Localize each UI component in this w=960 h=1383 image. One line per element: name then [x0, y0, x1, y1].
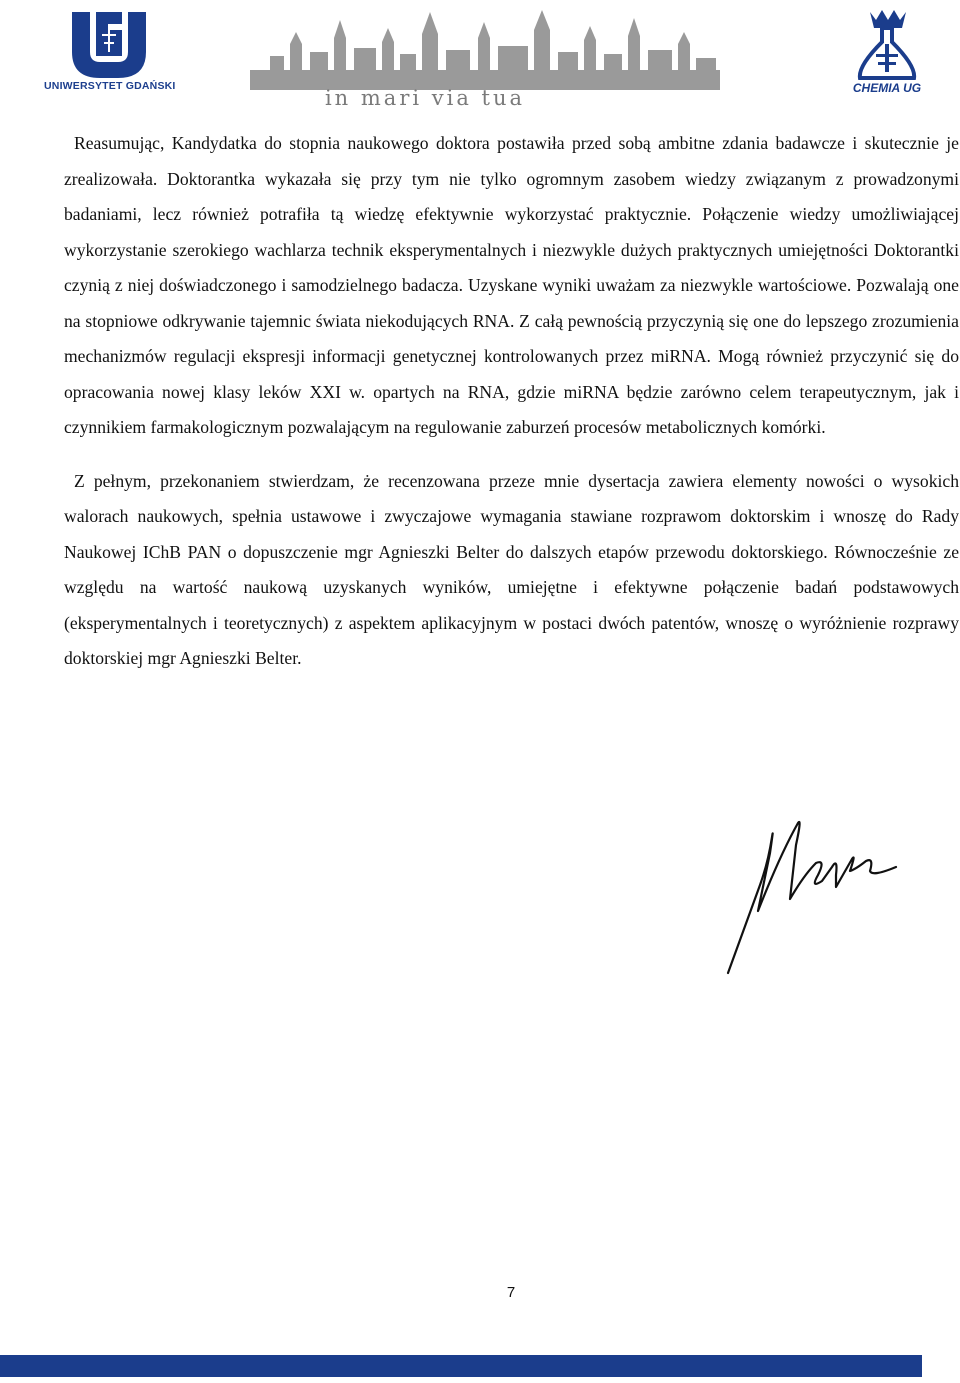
university-name: UNIWERSYTET GDAŃSKI — [44, 80, 176, 92]
gdansk-skyline-icon — [250, 8, 720, 90]
paragraph-summary: Reasumując, Kandydatka do stopnia naukowego doktora postawiła przed sobą ambitne zdania badawcze i skutecznie je zrealizowała. Doktorantka wykazała się przy tym nie tylko ogromnym zasobem wiedzy związanym z prowadzonymi badaniami, lecz również potrafiła tą wiedzę efektywnie wykorzystać praktycznie. Połączenie wiedzy umożliwiającej wykorzystanie szerokiego wachlarza technik eksperymentalnych i niezwykle dużych praktycznych umiejętności Doktorantki czynią z niej doświadczonego i samodzielnego badacza. Uzyskane wyniki uważam za niezwykle wartościowe. Pozwalają one na stopniowe odkrywanie tajemnic świata niekodujących RNA. Z całą pewnością przyczynią się one do lepszego zrozumienia mechanizmów regulacji ekspresji informacji genetycznej kontrolowanych przez miRNA. Mogą również przyczynić się do opracowania nowej klasy leków XXI w. opartych na RNA, gdzie miRNA będzie zarówno celem terapeutycznym, jak i czynnikiem farmakologicznym pozwalającym na regulowanie zaburzeń procesów metabolicznych komórki. — [64, 133, 959, 437]
handwritten-signature — [720, 815, 905, 980]
page-number: 7 — [506, 1284, 516, 1301]
svg-text:CHEMIA UG: CHEMIA UG — [852, 81, 922, 95]
chemia-ug-logo-icon — [842, 4, 932, 96]
paragraph-conclusion: Z pełnym, przekonaniem stwierdzam, że recenzowana przeze mnie dysertacja zawiera elementy nowości o wysokich walorach naukowych, spełnia ustawowe i zwyczajowe wymagania stawiane rozprawom doktorskim i wnoszę do Rady Naukowej IChB PAN o dopuszczenie mgr Agnieszki Belter do dalszych etapów przewodu doktorskiego. Równocześnie ze względu na wartość naukową uzyskanych wyników, umiejętne i efektywne połączenie badań podstawowych (eksperymentalnych i teoretycznych) z aspektem aplikacyjnym w postaci dwóch patentów, wnoszę o wyróżnienie rozprawy doktorskiej mgr Agnieszki Belter. — [64, 470, 959, 668]
letter-body — [64, 126, 959, 677]
footer-bar — [0, 1355, 922, 1377]
letterhead — [0, 0, 960, 112]
motto-text: in mari via tua — [324, 86, 526, 110]
